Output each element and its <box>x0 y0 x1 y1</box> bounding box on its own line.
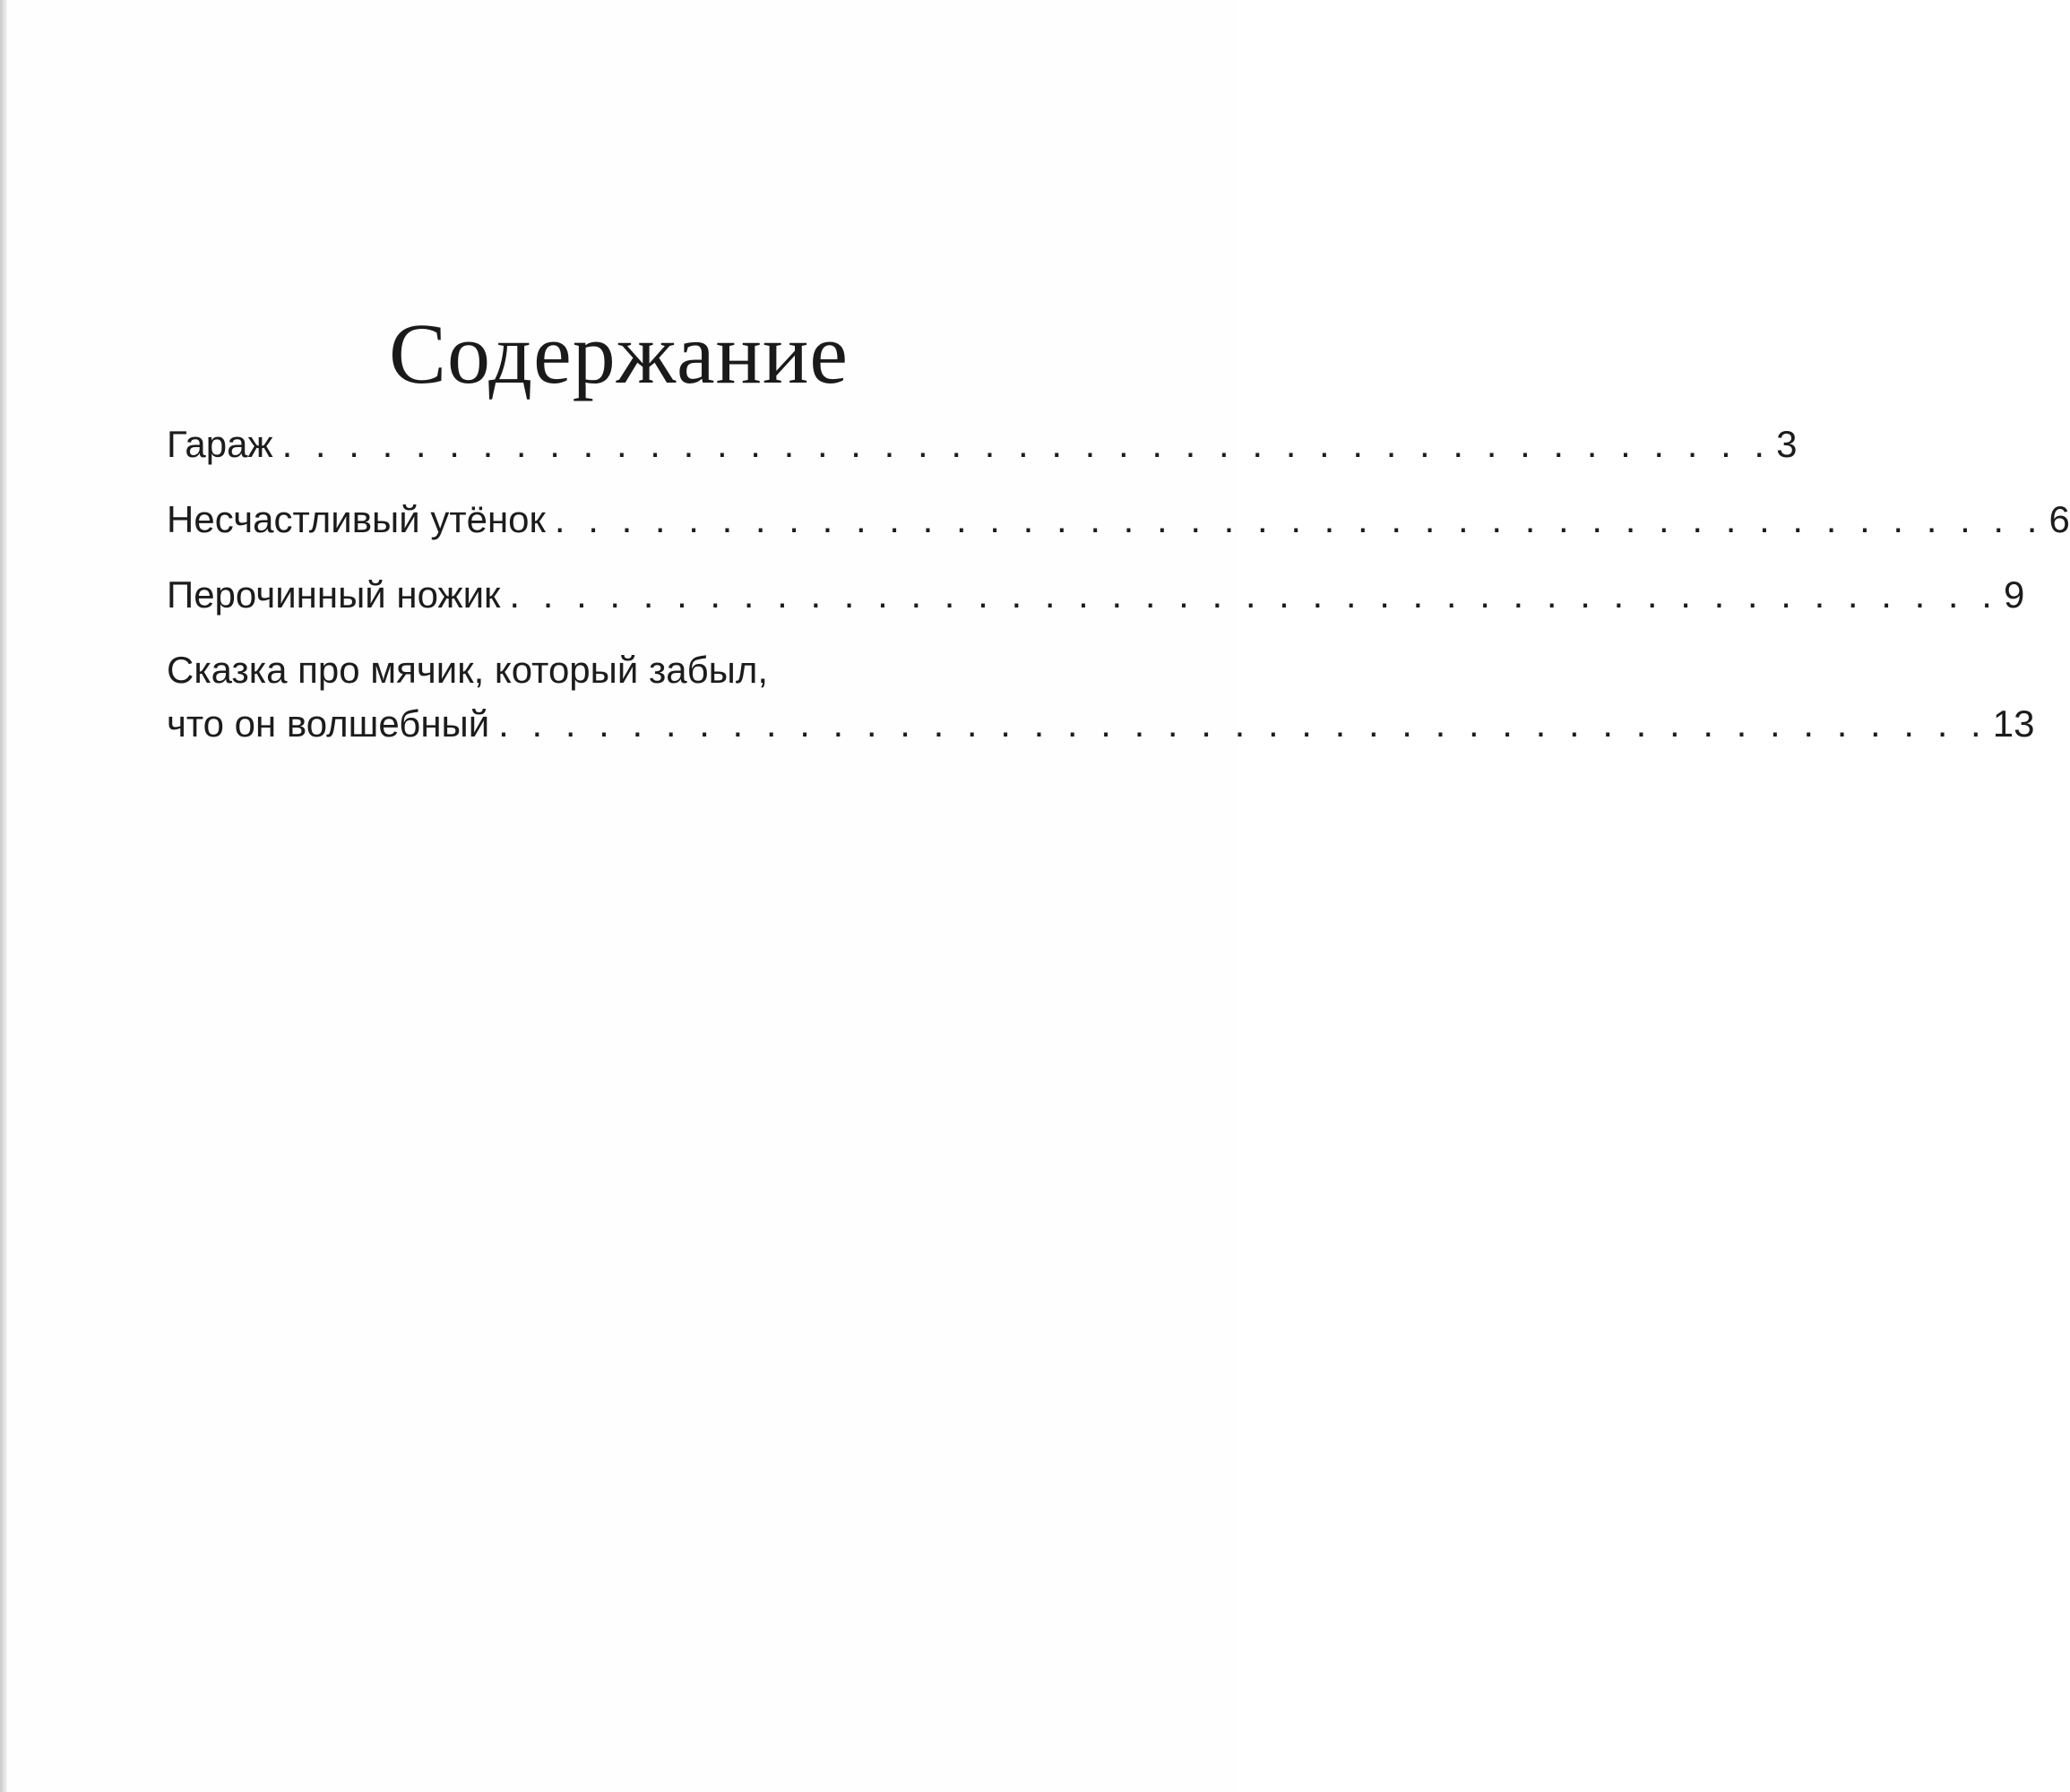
toc-entry-title: Перочинный ножик <box>167 573 501 616</box>
toc-entry-title: Гараж <box>167 423 273 465</box>
toc-page-number: 3 <box>1776 423 1798 465</box>
toc-dot-leader: . . . . . . . . . . . . . . . . . . . . . . . . . . . . . . . . . . . . . . . . . . . . . <box>554 498 2044 540</box>
page-title: Содержание <box>388 306 849 401</box>
toc-entry-title-line2: что он волшебный <box>167 702 490 745</box>
toc-entry-garage[interactable] <box>167 418 1798 471</box>
page-binding-edge <box>0 0 7 1792</box>
toc-dot-leader: . . . . . . . . . . . . . . . . . . . . . . . . . . . . . . . . . . . . . . . . . . . . . <box>509 573 1998 616</box>
toc-entry-title-line1: Сказка про мячик, который забыл, <box>167 649 769 691</box>
toc-page-number: 13 <box>1992 702 2035 745</box>
table-of-contents <box>167 418 2070 751</box>
toc-entry-pocket-knife[interactable] <box>167 568 2025 622</box>
toc-entry-magic-ball[interactable] <box>167 643 2035 751</box>
toc-dot-leader: . . . . . . . . . . . . . . . . . . . . . . . . . . . . . . . . . . . . . . . . . . . . . <box>498 702 1988 745</box>
toc-entry-title: Несчастливый утёнок <box>167 498 546 540</box>
toc-dot-leader: . . . . . . . . . . . . . . . . . . . . . . . . . . . . . . . . . . . . . . . . . . . . . <box>281 423 1772 465</box>
toc-entry-unlucky-duckling[interactable] <box>167 493 2070 547</box>
toc-page-number: 9 <box>2003 573 2025 616</box>
toc-page-number: 6 <box>2048 498 2070 540</box>
